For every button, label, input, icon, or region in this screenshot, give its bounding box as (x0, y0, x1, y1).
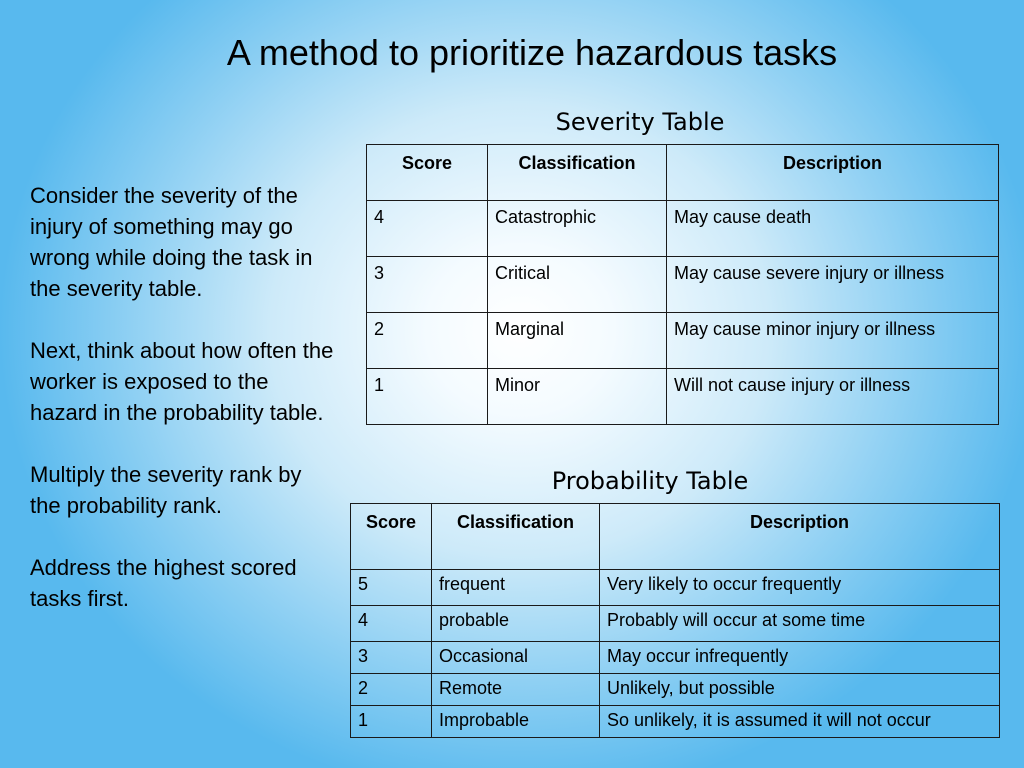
classification-cell: Marginal (488, 313, 667, 369)
table-header-row (367, 145, 999, 201)
description-cell: Unlikely, but possible (600, 674, 1000, 706)
header-description: Description (667, 145, 999, 201)
table-header-row (351, 504, 1000, 570)
slide-title: A method to prioritize hazardous tasks (226, 32, 838, 73)
description-cell: Probably will occur at some time (600, 606, 1000, 642)
classification-cell: frequent (432, 570, 600, 606)
table-row (367, 201, 999, 257)
probability-table-caption: Probability Table (551, 467, 749, 495)
instructions-text (30, 180, 335, 645)
description-cell: May cause minor injury or illness (667, 313, 999, 369)
instruction-paragraph: Address the highest scored tasks first. (30, 555, 297, 611)
table-row (351, 606, 1000, 642)
score-cell: 4 (367, 201, 488, 257)
score-cell: 5 (351, 570, 432, 606)
score-cell: 2 (351, 674, 432, 706)
description-cell: May cause death (667, 201, 999, 257)
table-row (351, 570, 1000, 606)
score-cell: 4 (351, 606, 432, 642)
instruction-paragraph: Next, think about how often the worker is exposed to the hazard in the probability table. (30, 338, 334, 425)
score-cell: 3 (367, 257, 488, 313)
header-classification: Classification (432, 504, 600, 570)
table-row (367, 369, 999, 425)
classification-cell: probable (432, 606, 600, 642)
description-cell: So unlikely, it is assumed it will not occur (600, 706, 1000, 738)
header-description: Description (600, 504, 1000, 570)
description-cell: Will not cause injury or illness (667, 369, 999, 425)
severity-table (366, 144, 999, 425)
description-cell: Very likely to occur frequently (600, 570, 1000, 606)
description-cell: May cause severe injury or illness (667, 257, 999, 313)
score-cell: 2 (367, 313, 488, 369)
table-row (367, 257, 999, 313)
score-cell: 1 (367, 369, 488, 425)
classification-cell: Occasional (432, 642, 600, 674)
table-row (351, 674, 1000, 706)
instruction-paragraph: Multiply the severity rank by the probability rank. (30, 462, 302, 518)
score-cell: 3 (351, 642, 432, 674)
header-score: Score (351, 504, 432, 570)
classification-cell: Remote (432, 674, 600, 706)
table-row (351, 642, 1000, 674)
severity-table-caption: Severity Table (555, 108, 725, 136)
instruction-paragraph: Consider the severity of the injury of something may go wrong while doing the task in the severity table. (30, 183, 313, 301)
classification-cell: Minor (488, 369, 667, 425)
score-cell: 1 (351, 706, 432, 738)
description-cell: May occur infrequently (600, 642, 1000, 674)
classification-cell: Improbable (432, 706, 600, 738)
header-classification: Classification (488, 145, 667, 201)
classification-cell: Critical (488, 257, 667, 313)
table-row (367, 313, 999, 369)
header-score: Score (367, 145, 488, 201)
probability-table (350, 503, 1000, 738)
classification-cell: Catastrophic (488, 201, 667, 257)
table-row (351, 706, 1000, 738)
